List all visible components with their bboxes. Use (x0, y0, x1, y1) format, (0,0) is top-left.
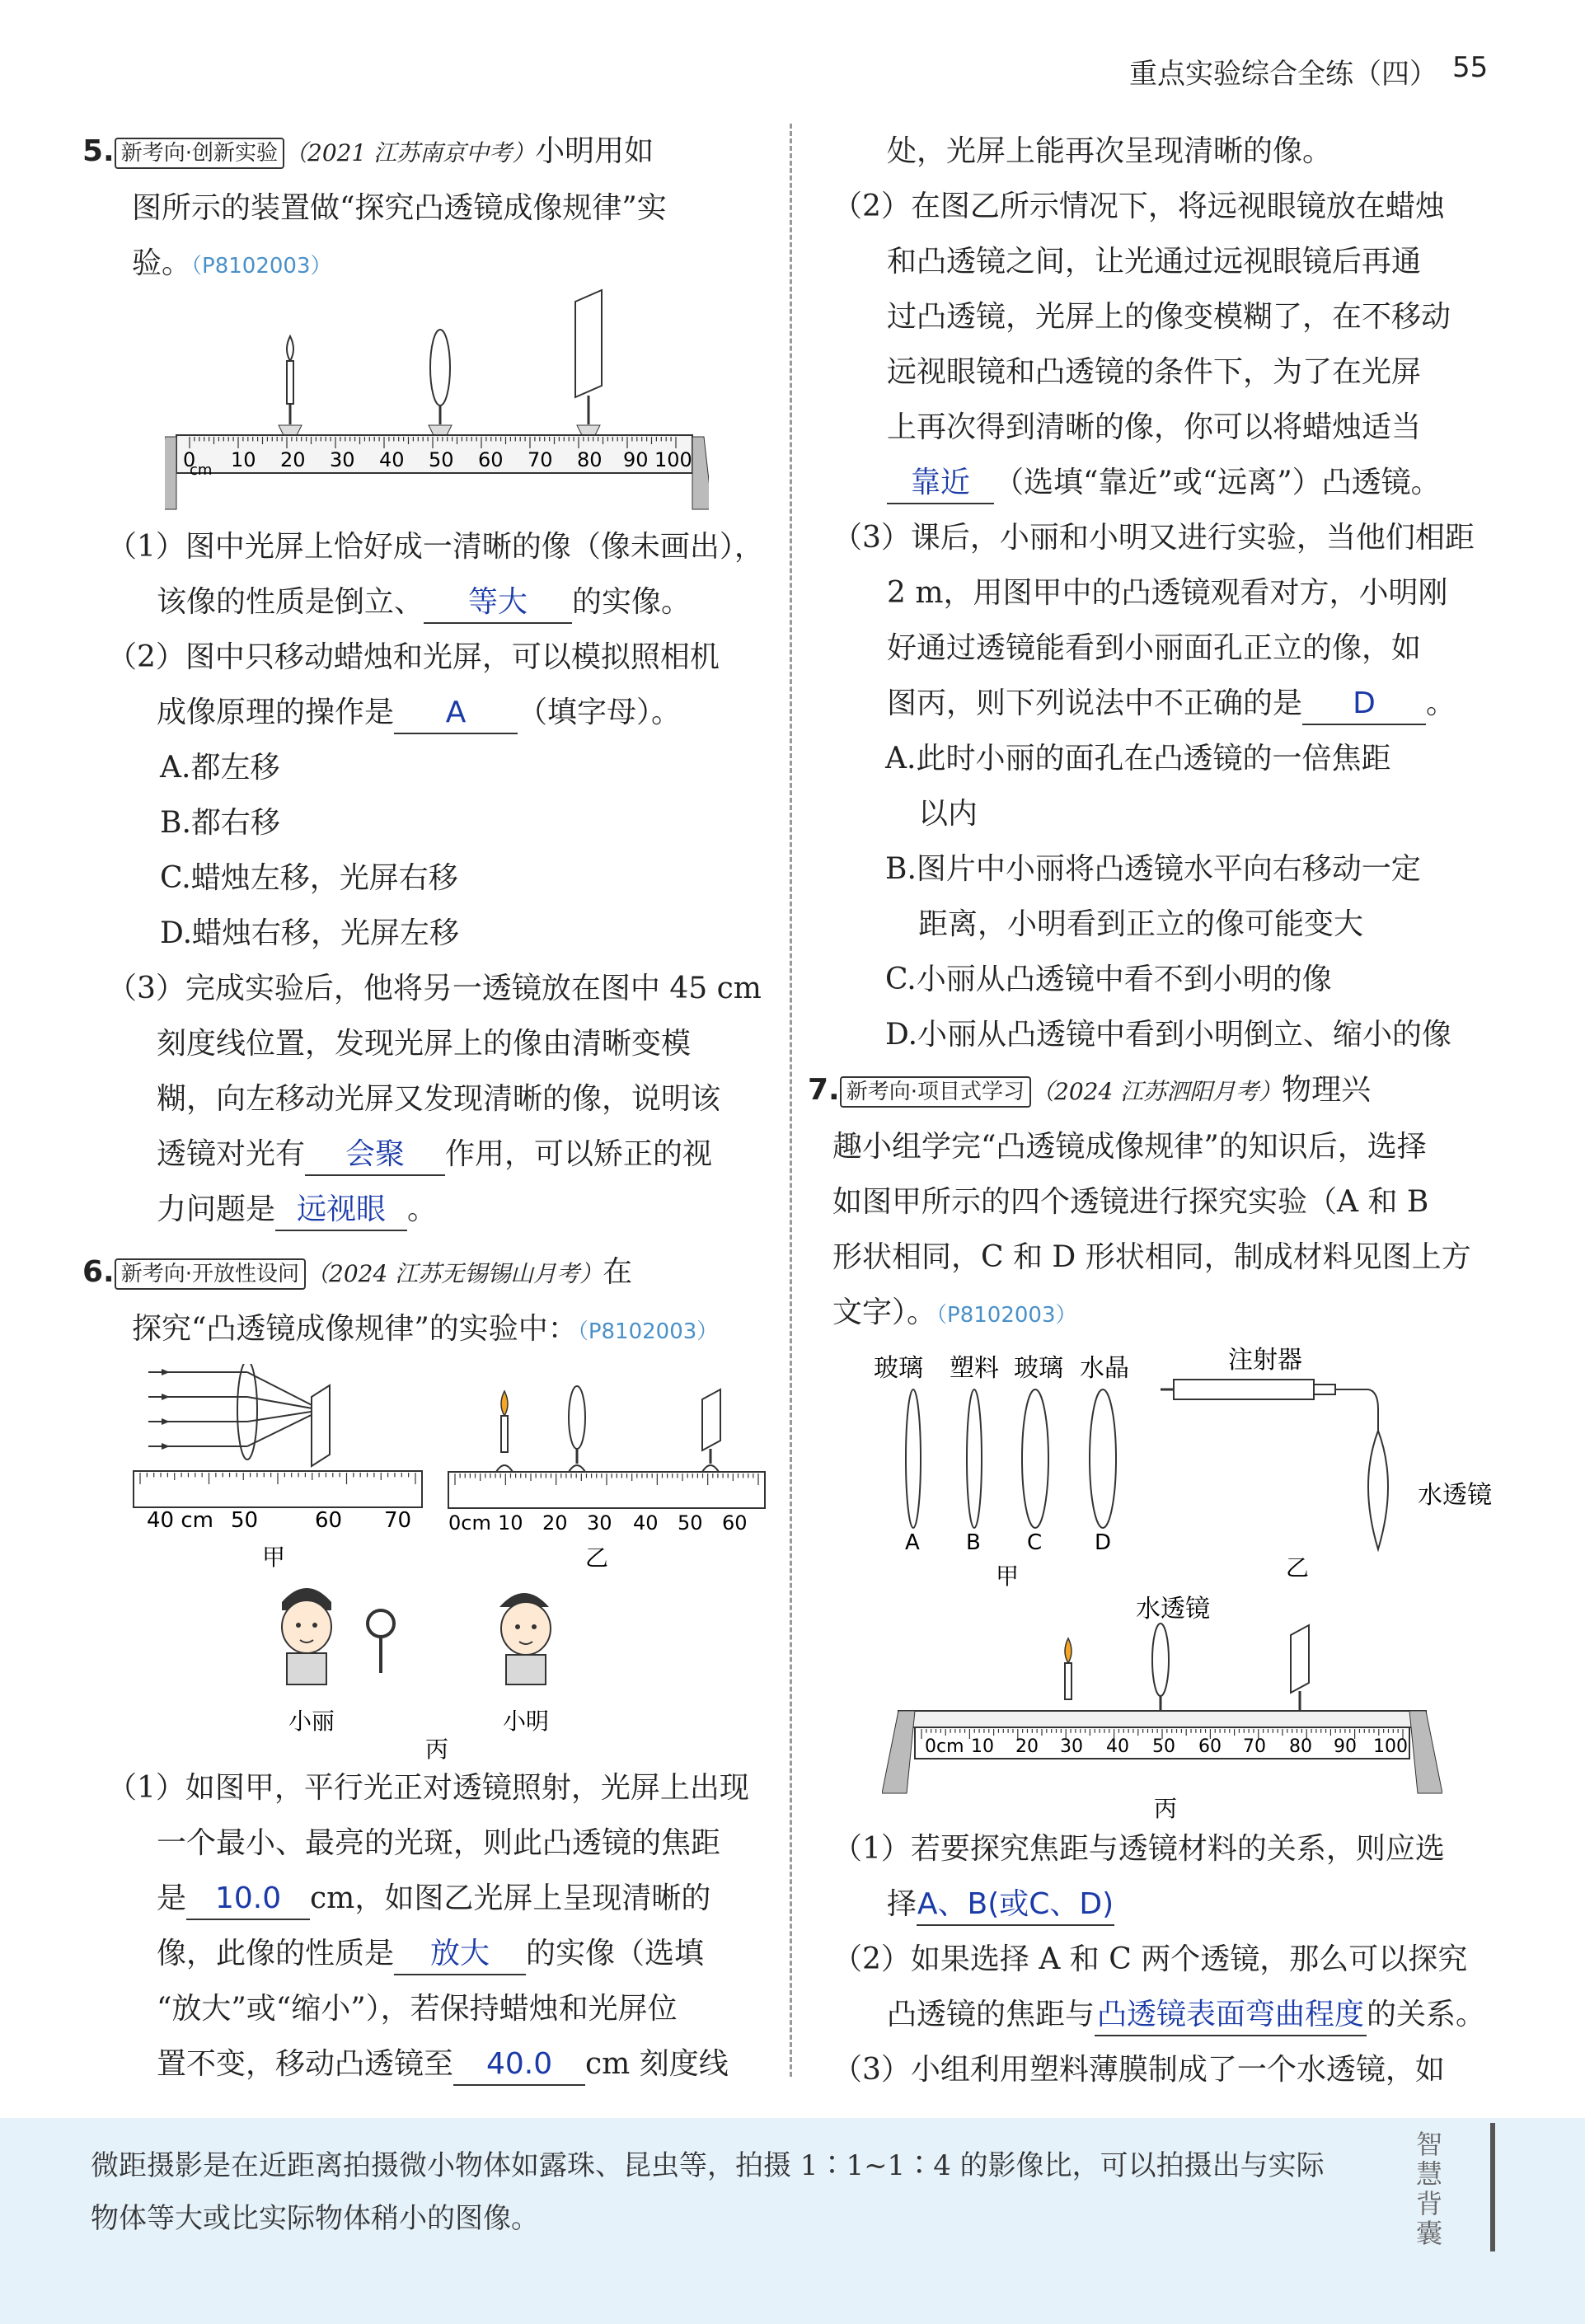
q7-stem-line4: 形状相同，C 和 D 形状相同，制成材料见图上方 (832, 1240, 1471, 1274)
text: cm 刻度线 (585, 2047, 729, 2081)
q6-p3-line1: （3）课后，小丽和小明又进行实验，当他们相距 (832, 521, 1475, 555)
q7-p2-line1: （2）如果选择 A 和 C 两个透镜，那么可以探究 (832, 1942, 1468, 1976)
screen-shape (312, 1385, 330, 1466)
scale-label: 40 (633, 1511, 659, 1534)
figure-label-yi: 乙 (1286, 1554, 1310, 1581)
q6-stem (82, 1244, 783, 1360)
question-code: （P8102003） (577, 1319, 719, 1344)
text: 的实像。 (572, 585, 692, 619)
option-a: A.都左移 (160, 751, 280, 785)
lens-c (1022, 1389, 1048, 1528)
q5-p2-line2 (107, 685, 783, 740)
magnifier-icon (368, 1610, 394, 1637)
option-a-line1: A.此时小丽的面孔在凸透镜的一倍焦距 (885, 742, 1391, 775)
q6-p3-line2: 2 m，用图甲中的凸透镜观看对方，小明刚 (887, 576, 1448, 610)
text: 像，此像的性质是 (157, 1937, 395, 1970)
stem-text: 文字）。 (832, 1296, 937, 1329)
answer-blank: 10.0 (186, 1879, 310, 1920)
text: 该像的性质是倒立、 (157, 585, 424, 619)
question-tag: 新考向·项目式学习 (840, 1076, 1031, 1108)
scale-label: 70 (384, 1508, 412, 1533)
question-tag: 新考向·创新实验 (115, 138, 284, 169)
material-label: 玻璃 (874, 1354, 923, 1383)
scale-label: 100 (654, 448, 692, 471)
footer-tip-text (91, 2139, 1426, 2245)
scale-label: 60 (478, 448, 504, 471)
q7-figure-bing (882, 1591, 1442, 1821)
question-source: （2024 江苏泗阳月考） (1031, 1078, 1283, 1105)
q6-p2-line6 (832, 455, 1508, 510)
answer-blank: A (394, 693, 518, 734)
scale-label: 10 (971, 1736, 994, 1757)
scale-label: 90 (1334, 1736, 1357, 1757)
q6-p2-line5: 上再次得到清晰的像，你可以将蜡烛适当 (887, 410, 1422, 444)
option-a-line2: 以内 (918, 797, 978, 831)
scale-label: 0cm (925, 1736, 964, 1757)
stem-text: 小明用如 (535, 134, 654, 168)
xiaoli-figure (282, 1588, 394, 1735)
q6-p2-line1: （2）在图乙所示情况下，将远视眼镜放在蜡烛 (832, 190, 1445, 223)
q6-p2-line4: 远视眼镜和凸透镜的条件下，为了在光屏 (887, 355, 1422, 389)
footer-label: 智慧背囊 (1416, 2129, 1443, 2249)
option-d: D.小丽从凸透镜中看到小明倒立、缩小的像 (885, 1018, 1452, 1052)
scale-label: 40 cm (147, 1508, 213, 1533)
q6-p2-line2: 和凸透镜之间，让光通过远视眼镜后再通 (887, 245, 1422, 279)
q5-p1-line1: （1）图中光屏上恰好成一清晰的像（像未画出）， (107, 530, 764, 564)
syringe-icon (1161, 1380, 1378, 1431)
q6-p1-line3 (107, 1871, 783, 1926)
q6-part1 (107, 1760, 783, 2092)
figure-label-bing: 丙 (425, 1736, 449, 1763)
figure-label-bing: 丙 (1154, 1795, 1178, 1821)
q5-figure-optical-bench (165, 288, 709, 511)
text: 凸透镜的焦距与 (887, 1998, 1095, 2031)
candle-flame-icon (287, 336, 293, 361)
lens-shape (430, 330, 450, 405)
material-label: 塑料 (950, 1354, 999, 1383)
question-number: 7. (808, 1073, 840, 1107)
scale-label: 20 (1015, 1736, 1039, 1757)
q6-stem-line2 (82, 1301, 783, 1360)
q6-p1-line4 (107, 1926, 783, 1981)
text: 透镜对光有 (157, 1137, 306, 1171)
q5-stem-line3 (82, 236, 775, 294)
q6-figure-bing (264, 1574, 610, 1764)
q6-figure-jia (132, 1364, 429, 1570)
scale-label: 0cm (448, 1511, 491, 1534)
q6-p3-line4 (832, 676, 1508, 731)
text: （填字母）。 (518, 696, 682, 729)
q5-stem-line2: 图所示的装置做“探究凸透镜成像规律”实 (132, 191, 667, 225)
q6-p1-line7: 处，光屏上能再次呈现清晰的像。 (887, 134, 1333, 168)
left-column (82, 124, 775, 294)
text: 择 (887, 1887, 917, 1921)
text: 成像原理的操作是 (157, 696, 395, 729)
stem-text: 在 (603, 1255, 633, 1289)
question-code: （P8102003） (936, 1303, 1077, 1328)
name-xiaoli: 小丽 (288, 1708, 335, 1735)
q5-p3-line5 (107, 1182, 783, 1237)
lens-a (906, 1389, 921, 1528)
answer-blank: D (1302, 684, 1426, 725)
lens-letter: B (966, 1530, 981, 1555)
text: 图丙，则下列说法中不正确的是 (887, 686, 1303, 720)
scale-label: 40 (1106, 1736, 1129, 1757)
scale-label: 70 (1243, 1736, 1266, 1757)
text: 。 (407, 1192, 438, 1226)
text: cm，如图乙光屏上呈现清晰的 (310, 1881, 711, 1915)
scale-label: 80 (577, 448, 603, 471)
scale-label: 80 (1289, 1736, 1312, 1757)
scale-label: 90 (623, 448, 649, 471)
name-xiaoming: 小明 (503, 1708, 550, 1735)
scale-label: 20 (542, 1511, 568, 1534)
q6-p1-line2: 一个最小、最亮的光斑，则此凸透镜的焦距 (157, 1826, 721, 1860)
lens-letter: C (1027, 1530, 1043, 1555)
syringe-label: 注射器 (1228, 1346, 1302, 1375)
lens-shape (237, 1364, 257, 1460)
q7-subquestions (832, 1821, 1517, 2097)
scale-label: 70 (528, 448, 553, 471)
option-b-line2: 距离，小明看到正立的像可能变大 (918, 907, 1364, 941)
q6-stem-line1 (82, 1244, 783, 1301)
scale-label: 40 (379, 448, 405, 471)
q6-p3-line3: 好通过透镜能看到小丽面孔正立的像，如 (887, 631, 1422, 665)
q7-stem-line1 (808, 1062, 1508, 1119)
q6-p1-line1: （1）如图甲，平行光正对透镜照射，光屏上出现 (107, 1771, 749, 1805)
q5-p2-line1: （2）图中只移动蜡烛和光屏，可以模拟照相机 (107, 640, 720, 674)
candle-flame-icon (501, 1391, 508, 1416)
scale-label: 10 (498, 1511, 523, 1534)
text: 是 (157, 1881, 187, 1915)
option-c: C.小丽从凸透镜中看不到小明的像 (885, 963, 1332, 996)
q6-p1-line6 (107, 2036, 783, 2092)
footer-line1: 微距摄影是在近距离拍摄微小物体如露珠、昆虫等，拍摄 1∶1~1∶4 的影像比，可以拍摄出与实际 (91, 2149, 1325, 2182)
right-column (808, 124, 1508, 1343)
answer-blank: 靠近 (887, 463, 994, 504)
option-b-line1: B.图片中小丽将凸透镜水平向右移动一定 (885, 852, 1421, 886)
q7-stem-line2: 趣小组学完“凸透镜成像规律”的知识后，选择 (832, 1130, 1427, 1164)
screen-shape (702, 1389, 720, 1450)
column-divider (790, 124, 792, 2077)
scale-label: 60 (315, 1508, 343, 1533)
question-tag: 新考向·开放性设问 (115, 1258, 306, 1290)
answer-blank: 放大 (394, 1934, 526, 1975)
scale-label: 30 (330, 448, 355, 471)
stem-text: 探究“凸透镜成像规律”的实验中： (132, 1312, 578, 1346)
answer-blank: 等大 (424, 583, 572, 624)
figure-label-yi: 乙 (585, 1544, 609, 1570)
answer-blank: 40.0 (453, 2045, 585, 2086)
scale-label: 0 (183, 448, 196, 471)
text: 置不变，移动凸透镜至 (157, 2047, 454, 2081)
text: 。 (1426, 686, 1456, 720)
question-number: 6. (82, 1255, 115, 1289)
figure-label-jia: 甲 (262, 1544, 286, 1570)
page-header-title: 重点实验综合全练（四） (1129, 58, 1437, 91)
scale-label: 10 (231, 448, 256, 471)
q7-p2-line2 (832, 1987, 1517, 2042)
q5-p3-line3: 糊，向左移动光屏又发现清晰的像，说明该 (157, 1082, 721, 1116)
lens-shape (569, 1386, 585, 1449)
q6-p2-line3: 过凸透镜，光屏上的像变模糊了，在不移动 (887, 300, 1451, 334)
scale-label: 50 (678, 1511, 703, 1534)
option-c: C.蜡烛左移，光屏右移 (160, 861, 458, 895)
stem-text: 物理兴 (1282, 1073, 1372, 1107)
scale-label: 50 (231, 1508, 259, 1533)
footer-accent-bar (1490, 2123, 1495, 2251)
question-source: （2024 江苏无锡锡山月考） (306, 1260, 603, 1287)
lens-d (1090, 1389, 1116, 1528)
q7-figure-jia-yi (874, 1343, 1508, 1591)
text: 的关系。 (1367, 1998, 1486, 2031)
text: 作用，可以矫正的视 (445, 1137, 713, 1171)
stem-text: 验。 (132, 246, 192, 280)
q5-p3-line2: 刻度线位置，发现光屏上的像由清晰变模 (157, 1027, 692, 1061)
q7-p1-line2 (832, 1877, 1517, 1932)
screen-shape (575, 290, 602, 397)
scale-label: 100 (1373, 1736, 1408, 1757)
water-lens-shape (1368, 1431, 1388, 1549)
q7-p1-line1: （1）若要探究焦距与透镜材料的关系，则应选 (832, 1832, 1445, 1866)
scale-label: 20 (280, 448, 306, 471)
q7-stem-line5 (832, 1285, 1508, 1343)
answer-blank: 凸透镜表面弯曲程度 (1095, 1995, 1367, 2036)
answer-blank: A、B(或C、D) (917, 1885, 1114, 1926)
xiaoming-figure (499, 1593, 551, 1735)
q5-p1-line2 (107, 574, 783, 630)
scale-label: 50 (429, 448, 454, 471)
lens-b (967, 1389, 982, 1528)
screen-shape (1291, 1625, 1309, 1693)
q7-stem-line3: 如图甲所示的四个透镜进行探究实验（A 和 B (832, 1185, 1429, 1219)
option-d: D.蜡烛右移，光屏左移 (160, 916, 460, 950)
material-label: 水晶 (1080, 1354, 1129, 1383)
q7-p3-line1: （3）小组利用塑料薄膜制成了一个水透镜，如 (832, 2053, 1445, 2087)
water-lens-label: 水透镜 (1418, 1481, 1492, 1510)
water-lens-label: 水透镜 (1136, 1595, 1210, 1624)
scale-label: 30 (587, 1511, 612, 1534)
q6-figure-yi (445, 1385, 775, 1570)
text: 力问题是 (157, 1192, 276, 1226)
q6-p1-line5: “放大”或“缩小”），若保持蜡烛和光屏位 (157, 1992, 678, 2026)
scale-label: 60 (722, 1511, 748, 1534)
answer-blank: 会聚 (305, 1135, 445, 1176)
q5-p3-line4 (107, 1127, 783, 1182)
scale-label: 60 (1198, 1736, 1222, 1757)
question-code: （P8102003） (191, 254, 332, 279)
answer-blank: 远视眼 (275, 1190, 407, 1231)
option-b: B.都右移 (160, 806, 280, 840)
scale-label: 50 (1152, 1736, 1175, 1757)
question-number: 5. (82, 134, 115, 168)
material-label: 玻璃 (1014, 1354, 1063, 1383)
q5-stem-line1 (82, 124, 775, 180)
figure-label-jia: 甲 (996, 1563, 1020, 1590)
q5-subquestions (107, 519, 783, 1237)
footer-line2: 物体等大或比实际物体稍小的图像。 (91, 2202, 539, 2235)
question-source: （2021 江苏南京中考） (284, 139, 536, 166)
scale-label: 30 (1060, 1736, 1083, 1757)
page-number: 55 (1452, 51, 1489, 84)
candle-flame-icon (1065, 1638, 1072, 1663)
scale-unit: cm (190, 462, 213, 479)
q5-p3-line1: （3）完成实验后，他将另一透镜放在图中 45 cm (107, 972, 762, 1005)
lens-letter: A (905, 1530, 920, 1555)
text: （选填“靠近”或“远离”）凸透镜。 (994, 466, 1441, 499)
lens-letter: D (1095, 1530, 1112, 1555)
water-lens-shape (1152, 1624, 1169, 1696)
text: 的实像（选填 (526, 1937, 705, 1970)
